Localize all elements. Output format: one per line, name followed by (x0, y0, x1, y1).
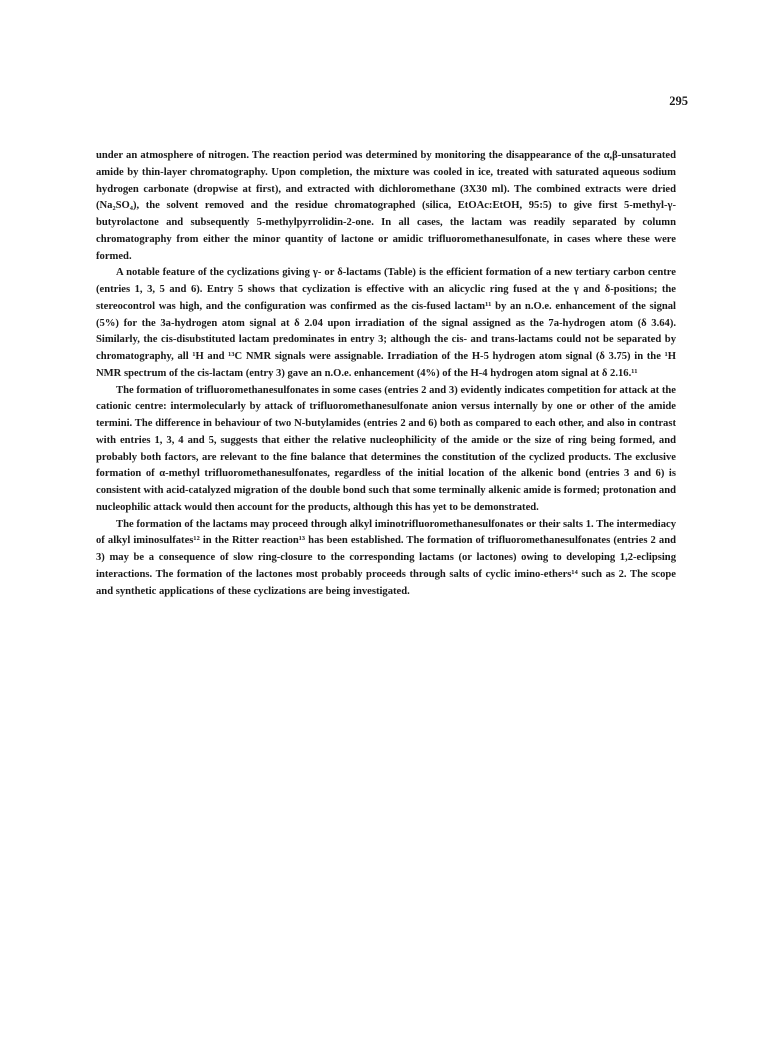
page-number: 295 (669, 94, 688, 108)
paragraph-experimental (96, 148, 676, 265)
article-body (96, 148, 676, 600)
paragraph-text: The formation of the lactams may proceed through alkyl iminotrifluoromethanesulfonates or their salts 1. The intermediacy of alkyl iminosulfates¹² in the Ritter reaction¹³ has been established. The formation of trifluoromethanesulfonates (entries 2 and 3) may be a consequence of slow ring-closure to the corresponding lactams (or lactones) owing to developing 1,2-eclipsing interactions. The formation of the lactones most probably proceeds through salts of cyclic imino-ethers¹⁴ such as 2. The scope and synthetic applications of these cyclizations are being investigated. (96, 518, 676, 597)
paragraph-text: under an atmosphere of nitrogen. The reaction period was determined by monitoring the disappearance of the α,β-unsaturated amide by thin-layer chromatography. Upon completion, the mixture was cooled in ice, treated with saturated aqueous sodium hydrogen carbonate (dropwise at first), and extracted with dichloromethane (3X30 ml). The combined extracts were dried (Na₂SO₄), the solvent removed and the residue chromatographed (silica, EtOAc:EtOH, 95:5) to give first 5-methyl-γ-butyrolactone and subsequently 5-methylpyrrolidin-2-one. In all cases, the lactam was readily separated by column chromatography from either the minor quantity of lactone or amidic trifluoromethanesulfonate, in cases where these were formed. (96, 150, 676, 262)
paragraph-text: The formation of trifluoromethanesulfonates in some cases (entries 2 and 3) evidently indicates competition for attack at the cationic centre: intermolecularly by attack of trifluoromethanesulfonate anion versus internally by one or other of the amide termini. The difference in behaviour of two N-butylamides (entries 2 and 6) both as compared to each other, and also in contrast with entries 1, 3, 4 and 5, suggests that either the relative nucleophilicity of the amide or the size of ring being formed, and probably both factors, are relevant to the fine balance that determines the constitution of the cyclized products. The exclusive formation of α-methyl trifluoromethanesulfonates, regardless of the initial location of the alkenic bond (entries 3 and 6) is consistent with acid-catalyzed migration of the double bond such that some terminally alkenic amide is formed; protonation and nucleophilic attack would then account for the products, although this has yet to be demonstrated. (96, 384, 676, 513)
paragraph-triflate-formation (96, 383, 676, 517)
paragraph-cyclization-feature (96, 265, 676, 382)
paragraph-mechanism (96, 517, 676, 601)
paragraph-text: A notable feature of the cyclizations giving γ- or δ-lactams (Table) is the efficient formation of a new tertiary carbon centre (entries 1, 3, 5 and 6). Entry 5 shows that cyclization is effective with an alicyclic ring fused at the γ and δ-positions; the stereocontrol was high, and the configuration was confirmed as the cis-fused lactam¹¹ by an n.O.e. enhancement of the signal (5%) for the 3a-hydrogen atom signal at δ 2.04 upon irradiation of the signal assigned as the 7a-hydrogen atom (δ 3.64). Similarly, the cis-disubstituted lactam predominates in entry 3; although the cis- and trans-lactams could not be separated by chromatography, all ¹H and ¹³C NMR signals were assignable. Irradiation of the H-5 hydrogen atom signal (δ 3.75) in the ¹H NMR spectrum of the cis-lactam (entry 3) gave an n.O.e. enhancement (4%) of the H-4 hydrogen atom signal at δ 2.16.¹¹ (96, 267, 676, 379)
